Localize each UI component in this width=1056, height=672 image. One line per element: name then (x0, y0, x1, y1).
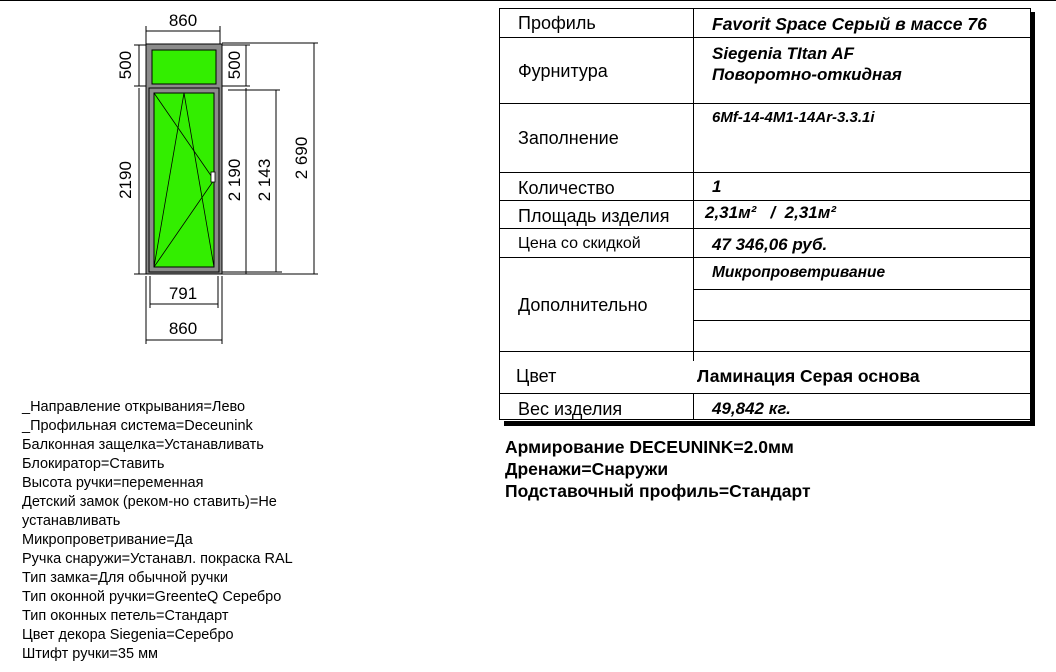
value-additional: Микропроветривание (712, 264, 886, 281)
value-filling: 6Mf-14-4M1-14Ar-3.3.1i (712, 109, 875, 126)
label-filling: Заполнение (518, 128, 619, 148)
option-opening-direction: _Направление открывания=Лево (22, 399, 246, 415)
label-profile: Профиль (518, 13, 596, 33)
option-child-lock: Детский замок (реком-но ставить)=Не (22, 494, 277, 510)
dim-inner-height: 2 143 (255, 158, 274, 202)
option-handle-height: Высота ручки=переменная (22, 475, 204, 491)
value-profile: Favorit Space Серый в массе 76 (712, 14, 987, 34)
label-quantity: Количество (518, 178, 615, 198)
value-quantity: 1 (712, 177, 722, 196)
dim-transom-left: 500 (116, 50, 135, 80)
option-decor-color: Цвет декора Siegenia=Серебро (22, 627, 234, 643)
label-area: Площадь изделия (518, 206, 670, 226)
value-color: Ламинация Серая основа (697, 366, 920, 386)
option-balcony-latch: Балконная защелка=Устанавливать (22, 437, 264, 453)
option-handle-pin: Штифт ручки=35 мм (22, 646, 159, 662)
value-hardware-line1: Siegenia TItan AF (712, 44, 855, 63)
dim-top-width: 860 (168, 11, 198, 30)
dim-door-right: 2 190 (225, 158, 244, 202)
dim-bottom-width: 860 (168, 319, 198, 338)
option-profile-system: _Профильная система=Deceunink (22, 418, 253, 434)
option-child-lock-cont: устанавливать (22, 513, 121, 529)
dim-sash-width: 791 (168, 284, 198, 303)
dim-door-left: 2190 (116, 161, 135, 199)
dim-transom-right: 500 (225, 50, 244, 80)
label-hardware: Фурнитура (518, 61, 608, 81)
label-additional: Дополнительно (518, 295, 648, 315)
label-weight: Вес изделия (518, 399, 623, 419)
value-price: 47 346,06 руб. (712, 235, 828, 254)
dim-total-height: 2 690 (292, 136, 311, 180)
label-color: Цвет (516, 366, 557, 386)
option-blocker: Блокиратор=Ставить (22, 456, 165, 472)
value-hardware-line2: Поворотно-откидная (712, 65, 902, 84)
label-price: Цена со скидкой (518, 235, 641, 252)
summary-support-profile: Подставочный профиль=Стандарт (505, 481, 811, 501)
value-weight: 49,842 кг. (712, 399, 791, 418)
option-micro-ventilation: Микропроветривание=Да (22, 532, 193, 548)
summary-reinforcement: Армирование DECEUNINK=2.0мм (505, 437, 794, 457)
value-area: 2,31м² / 2,31м² (705, 203, 836, 222)
option-hinge-type: Тип оконных петель=Стандарт (22, 608, 229, 624)
option-outside-handle: Ручка снаружи=Устанавл. покраска RAL (22, 551, 293, 567)
option-lock-type: Тип замка=Для обычной ручки (22, 570, 228, 586)
option-handle-type: Тип оконной ручки=GreenteQ Серебро (22, 589, 282, 605)
summary-drainage: Дренажи=Снаружи (505, 459, 669, 479)
